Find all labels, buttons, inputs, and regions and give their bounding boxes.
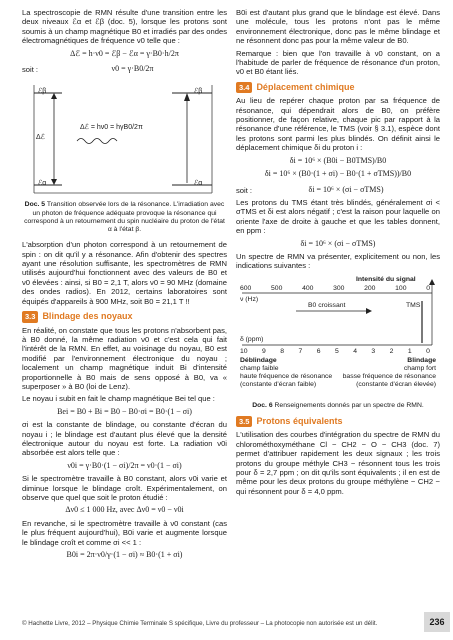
soit-row: [22, 62, 227, 77]
tms-paragraph: Les protons du TMS étant très blindés, généralement σi < σTMS et δi est alors négatif ; c'est la raison pour laquelle on oriente l'axe de droite à gauche et que les tables donnent, en ppm :: [236, 197, 440, 236]
constante-faible-label: (constante d'écran faible): [240, 380, 317, 388]
ppm-tick: 10: [240, 347, 248, 355]
haute-frequence-label: haute fréquence de résonance: [240, 372, 333, 380]
footer-copyright: © Hachette Livre, 2012 – Physique Chimie Terminale S spécifique, Livre du professeur – La photocopie non autorisée est un délit.: [22, 620, 378, 627]
remarque-paragraph: Remarque : bien que l'on travaille à ν0 constant, on a l'habitude de parler de fréquence de résonance d'un proton, ν0 et B0 étant liés.: [236, 48, 440, 77]
revanche-paragraph: En revanche, si le spectromètre travaille à ν0 constant (cas le plus fréquent aujourd'hui), B0i varie et augmente lorsque le blindage croît et comme σi << 1 :: [22, 518, 227, 547]
equivalents-paragraph: L'utilisation des courbes d'intégration du spectre de RMN du chlorométhoxyméthane Cl − CH2 − O − CH3 (doc. 7) permet d'attribuer rapidement les deux signaux ; les trois protons du groupe méthyle CH3 − résonnent tous les trois pour δ = 2,7 ppm ; on dit qu'ils sont équivalents ; il en est de même pour les deux protons du groupe méthylène − CH2 − qui résonnent pour δ = 4,0 ppm.: [236, 430, 440, 496]
section-3-5-title: Protons équivalents: [256, 415, 343, 426]
soit-label-right: soit :: [236, 185, 253, 195]
photon-formula: Δℰ = hν0 = hγB0/2π: [80, 124, 143, 132]
champ-fort-label: champ fort: [403, 364, 436, 372]
equation-delta-1: δi = 10⁶ × (B0i − B0TMS)/B0: [289, 155, 387, 165]
delta-e-label: Δℰ: [36, 134, 45, 142]
blindage-paragraph-2: Le noyau i subit en fait le champ magnétique Bei tel que :: [22, 394, 215, 404]
tms-label: TMS: [406, 301, 421, 309]
equation-delta-e: Δℰ = h·ν0 = ℰβ − ℰα = γ·B0·h/2π: [70, 48, 179, 58]
e-alpha-left-label: ℰα: [38, 180, 47, 188]
sigma-paragraph: σi est la constante de blindage, ou constante d'écran du noyau i ; le blindage est d'autant plus élevé que la densité électronique autour du noyau est forte. La radiation ν0i absorbée est alors telle que :: [22, 420, 227, 458]
equation-b0i: B0i = 2π·ν0/γ·(1 − σi) ≈ B0·(1 + σi): [66, 550, 183, 560]
ppm-tick: 5: [334, 347, 339, 355]
doc6-text: Renseignements donnés par un spectre de RMN.: [274, 401, 424, 409]
b0i-paragraph: B0i est d'autant plus grand que le blindage est élevé. Dans une molécule, tous les protons n'ont pas le même environnement électronique, donc pas le même blindage et ne résonnent donc pas pour la même valeur de B0.: [236, 8, 440, 46]
soit-label: soit :: [22, 65, 39, 75]
equation-delta-4: δi = 10⁶ × (σi − σTMS): [300, 238, 376, 248]
freq-tick: 300: [333, 284, 345, 292]
ppm-tick: 7: [298, 347, 303, 355]
doc5-text: Transition observée lors de la résonance. L'irradiation avec un photon de fréquence adéquate provoque la résonance qui correspond à un retournement du spin nucléaire du proton de l'état α à l'état β.: [24, 201, 225, 234]
soit-row-right: [236, 183, 440, 198]
freq-tick: 400: [302, 284, 314, 292]
section-3-4-heading: [236, 82, 440, 93]
equation-nu0i: ν0i = γ·B0·(1 − σi)/2π = ν0·(1 − σi): [67, 460, 182, 470]
freq-tick: 100: [395, 284, 407, 292]
ppm-ticks: [240, 347, 430, 356]
freq-tick: 0: [426, 284, 430, 292]
e-beta-right-label: ℰβ: [194, 88, 203, 96]
doc5-title: Doc. 5: [24, 201, 46, 209]
b0-croissant-label: B0 croissant: [308, 301, 346, 309]
ppm-tick: 9: [262, 347, 266, 355]
ppm-tick: 0: [426, 347, 430, 355]
doc6-caption: [236, 402, 440, 410]
spectre-paragraph: Un spectre de RMN va présenter, explicitement ou non, les indications suivantes :: [236, 251, 440, 271]
section-3-5-number: 3.5: [236, 416, 252, 427]
equation-delta-3: δi = 10⁶ × (σi − σTMS): [308, 184, 384, 194]
e-alpha-right-label: ℰα: [194, 180, 203, 188]
spectrometer-paragraph: Si le spectromètre travaille à B0 constant, alors ν0i varie et diminue lorsque le blindage croît. Expérimentalement, on observe que quel que soit le proton étudié :: [22, 474, 227, 502]
ppm-tick: 8: [280, 347, 285, 355]
blindage-title: Blindage: [407, 356, 436, 364]
energy-diagram: [22, 81, 227, 199]
champ-faible-label: champ faible: [240, 364, 279, 372]
absorption-paragraph: L'absorption d'un photon correspond à un retournement de spin : on dit qu'il y a résonance. Afin d'obtenir des spectres ayant une résolution suffisante, les spectromètres de RMN utilisés aujourd'hui fonctionnent avec des valeurs de B0 et ν0 élevées : ainsi, si B0 = 2,1 T, alors ν0 = 90 MHz (domaine des ondes radios). En 2012, certains laboratoires sont équipés d'appareils à 900 MHz, soit B0 = 21,1 T !!: [22, 240, 227, 306]
deplacement-paragraph: Au lieu de repérer chaque proton par sa fréquence de résonance, qui dépendrait alors de B0, on préfère positionner, de façon relative, chaque pic par rapport à la résonance d'une référence, le TMS (voir § 3.1), espèce dont les protons sont parmi les plus blindés. On définit ainsi le déplacement chimique δi du proton i :: [236, 96, 440, 153]
e-beta-left-label: ℰβ: [38, 88, 47, 96]
constante-elevee-label: (constante d'écran élevée): [356, 380, 436, 388]
page-number: 236: [424, 612, 450, 632]
equation-bei: Bei = B0 + Bi = B0 − B0·σi = B0·(1 − σi): [57, 406, 192, 416]
right-column: [236, 8, 440, 499]
section-3-3-title: Blindage des noyaux: [42, 311, 133, 322]
doc5-caption: [22, 201, 227, 234]
section-3-4-title: Déplacement chimique: [256, 81, 355, 92]
intro-paragraph: La spectroscopie de RMN résulte d'une transition entre les deux niveaux ℰα et ℰβ (doc. 5), lorsque les protons sont soumis à un champ magnétique B0 et irradiés par des ondes électromagnétiques de fréquence ν0 telle que :: [22, 8, 227, 46]
ppm-tick: 1: [407, 347, 412, 355]
ppm-label: δ (ppm): [240, 335, 264, 343]
ppm-tick: 2: [389, 347, 394, 355]
ppm-tick: 4: [353, 347, 357, 355]
section-3-3-number: 3.3: [22, 311, 38, 322]
nmr-spectrum-figure: [236, 275, 440, 400]
basse-frequence-label: basse fréquence de résonance: [342, 372, 436, 380]
deblindage-title: Déblindage: [240, 356, 277, 364]
section-3-5-heading: [236, 416, 440, 427]
equation-nu0: ν0 = γ·B0/2π: [111, 64, 154, 74]
hz-label: ν (Hz): [240, 295, 259, 303]
blindage-paragraph-1: En réalité, on constate que tous les protons n'absorbent pas, à B0 donné, la même radiation ν0 et c'est cela qui fait l'intérêt de la RMN. En effet, au voisinage du noyau, B0 est modifié par l'environnement électronique du noyau ; localement un champ magnétique induit Bi d'intensité proportionnelle à B0 mais de sens opposé à B0, va « superposer » à B0 (loi de Lenz).: [22, 325, 227, 391]
section-3-4-number: 3.4: [236, 82, 252, 93]
intensity-label: Intensité du signal: [356, 275, 416, 283]
frequency-ticks: [240, 284, 430, 293]
freq-tick: 200: [364, 284, 376, 292]
doc6-title: Doc. 6: [252, 401, 273, 409]
equation-delta-nu0: Δν0 ≤ 1 000 Hz, avec Δν0 = ν0 − ν0i: [65, 505, 184, 515]
deblindage-legend: [240, 357, 335, 389]
ppm-tick: 3: [371, 347, 376, 355]
equation-delta-2: δi = 10⁶ × (B0·(1 + σi) − B0·(1 + σTMS))/B0: [264, 169, 412, 179]
section-3-3-heading: [22, 311, 227, 322]
left-column: [22, 8, 227, 563]
freq-tick: 500: [271, 284, 283, 292]
ppm-tick: 6: [316, 347, 321, 355]
freq-tick: 600: [240, 284, 252, 292]
blindage-legend: [336, 357, 436, 389]
